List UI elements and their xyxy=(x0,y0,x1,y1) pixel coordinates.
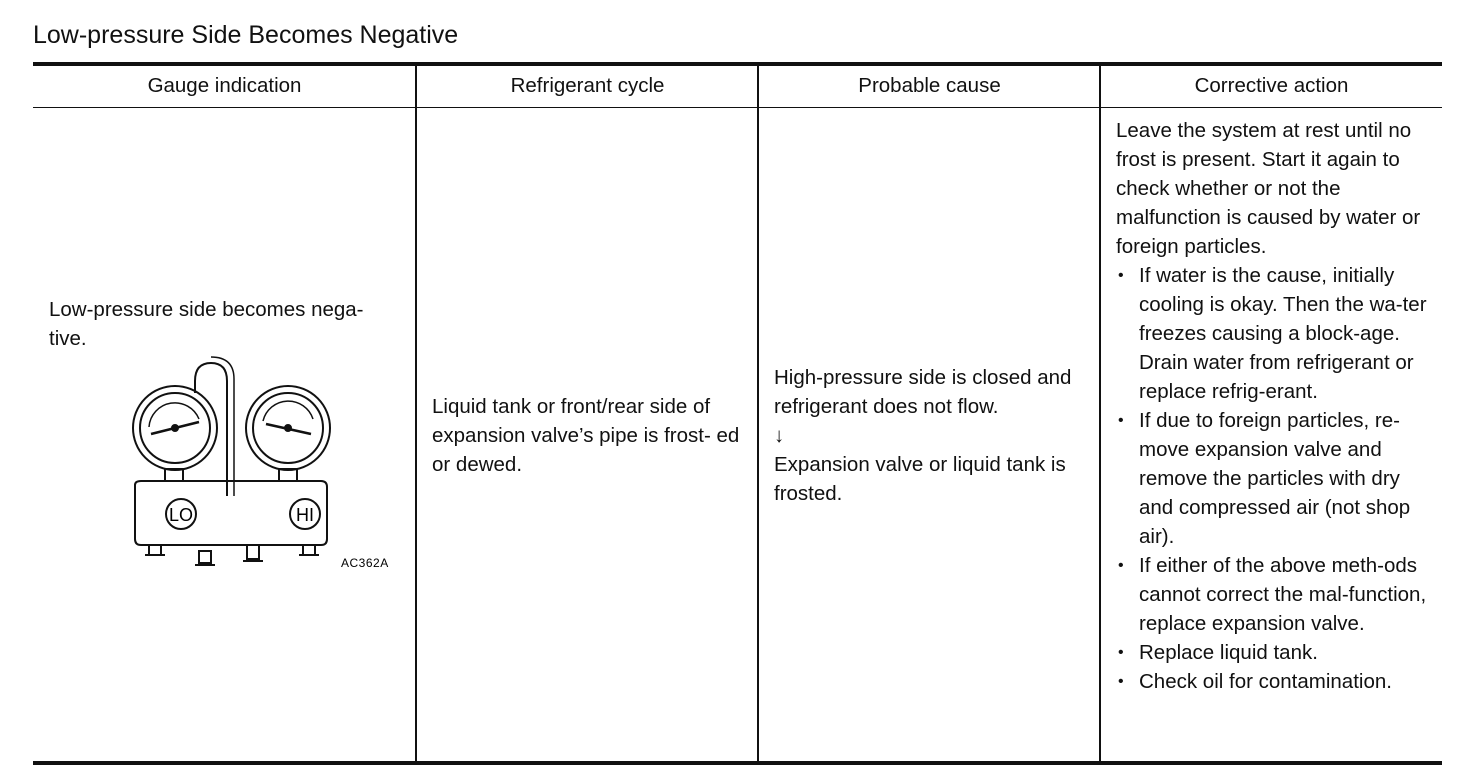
list-item: • Check oil for contamination. xyxy=(1116,667,1434,696)
probable-cause xyxy=(774,363,1092,508)
corrective-action-intro: Leave the system at rest until no frost is present. Start it again to check whether or not the malfunction is caused by water or foreign particles. xyxy=(1116,119,1421,258)
header-refrigerant-cycle: Refrigerant cycle xyxy=(510,74,665,97)
probable-cause-line1: High-pressure side is closed and refrigerant does not flow. xyxy=(774,366,1072,418)
page-title: Low-pressure Side Becomes Negative xyxy=(33,21,459,49)
refrigerant-cycle-text: Liquid tank or front/rear side of expansion valve’s pipe is frost- ed or dewed. xyxy=(432,395,740,476)
list-item: • If water is the cause, initially cooling is okay. Then the wa-ter freezes causing a block-age. Drain water from refrigerant or replace refrig-erant. xyxy=(1116,261,1434,406)
troubleshooting-table xyxy=(33,62,1442,765)
gauge-indication-text: Low-pressure side becomes nega- tive. xyxy=(49,298,364,350)
column-divider xyxy=(1099,66,1101,761)
figure-code: AC362A xyxy=(341,556,389,570)
table-header-row xyxy=(33,66,1442,108)
manifold-gauge-illustration xyxy=(123,361,389,581)
list-item: • Replace liquid tank. xyxy=(1116,638,1434,667)
list-item: • If either of the above meth-ods cannot correct the mal-function, replace expansion valve. xyxy=(1116,551,1434,638)
list-item: • If due to foreign particles, re-move expansion valve and remove the particles with dry and compressed air (not shop air). xyxy=(1116,406,1434,551)
probable-cause-line2: Expansion valve or liquid tank is frosted. xyxy=(774,453,1066,505)
hi-label: HI xyxy=(296,505,314,525)
corrective-action-list xyxy=(1116,261,1434,696)
header-corrective-action: Corrective action xyxy=(1194,74,1349,97)
down-arrow-icon: ↓ xyxy=(774,424,785,447)
column-divider xyxy=(757,66,759,761)
column-divider xyxy=(415,66,417,761)
lo-label: LO xyxy=(168,505,194,525)
header-gauge-indication: Gauge indication xyxy=(147,74,302,97)
corrective-action xyxy=(1116,116,1434,696)
header-probable-cause: Probable cause xyxy=(858,74,1001,97)
